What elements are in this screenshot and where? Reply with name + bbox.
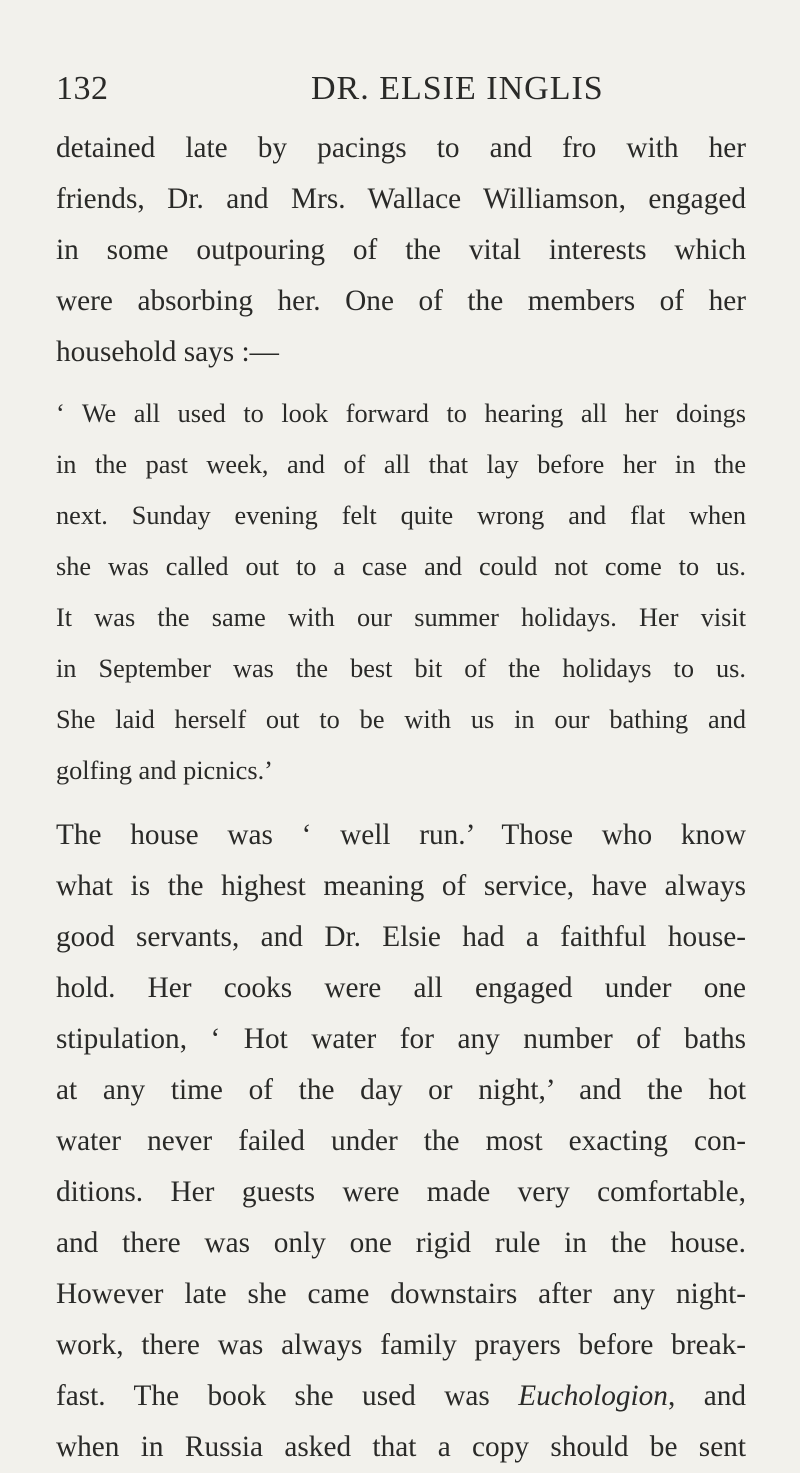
- text-line-with-title: [56, 1371, 746, 1422]
- paragraph-gap: [56, 796, 746, 810]
- text-line: when in Russia asked that a copy should be sent: [56, 1431, 746, 1463]
- paragraph-1: [56, 123, 746, 378]
- text-line: in the past week, and of all that lay before her in the: [56, 450, 746, 479]
- text-line: friends, Dr. and Mrs. Wallace Williamson, engaged: [56, 183, 746, 215]
- text-line: ‘ We all used to look forward to hearing all her doings: [56, 399, 746, 428]
- text-segment: fast. The book she used was: [56, 1380, 490, 1412]
- text-line: She laid herself out to be with us in our bathing and: [56, 705, 746, 734]
- text-line: were absorbing her. One of the members of her: [56, 285, 746, 317]
- text-line: next. Sunday evening felt quite wrong and flat when: [56, 501, 746, 530]
- text-line: at any time of the day or night,’ and the hot: [56, 1074, 746, 1106]
- paragraph-gap: [56, 378, 746, 388]
- body-text: [56, 123, 746, 1473]
- text-line: However late she came downstairs after any night-: [56, 1278, 746, 1310]
- text-segment: , and: [667, 1380, 747, 1412]
- text-line: work, there was always family prayers before break-: [56, 1329, 746, 1361]
- text-line: The house was ‘ well run.’ Those who know: [56, 819, 746, 851]
- text-line: and there was only one rigid rule in the house.: [56, 1227, 746, 1259]
- text-line: ditions. Her guests were made very comfortable,: [56, 1176, 746, 1208]
- text-line: detained late by pacings to and fro with her: [56, 132, 746, 164]
- text-line: what is the highest meaning of service, have always: [56, 870, 746, 902]
- text-line: water never failed under the most exacting con-: [56, 1125, 746, 1157]
- text-line: It was the same with our summer holidays. Her visit: [56, 603, 746, 632]
- text-line: in some outpouring of the vital interests which: [56, 234, 746, 266]
- text-line: in September was the best bit of the holidays to us.: [56, 654, 746, 683]
- text-line: household says :—: [56, 336, 279, 368]
- text-line: golfing and picnics.’: [56, 756, 273, 785]
- block-quote: [56, 388, 746, 796]
- text-line: hold. Her cooks were all engaged under one: [56, 972, 746, 1004]
- page-number: 132: [56, 70, 109, 107]
- text-line: good servants, and Dr. Elsie had a faithful house-: [56, 921, 746, 953]
- running-head: [56, 70, 744, 110]
- book-title: Euchologion: [518, 1380, 668, 1412]
- text-line: stipulation, ‘ Hot water for any number of baths: [56, 1023, 746, 1055]
- paragraph-2: [56, 810, 746, 1473]
- text-line: she was called out to a case and could not come to us.: [56, 552, 746, 581]
- running-title: DR. ELSIE INGLIS: [311, 70, 604, 107]
